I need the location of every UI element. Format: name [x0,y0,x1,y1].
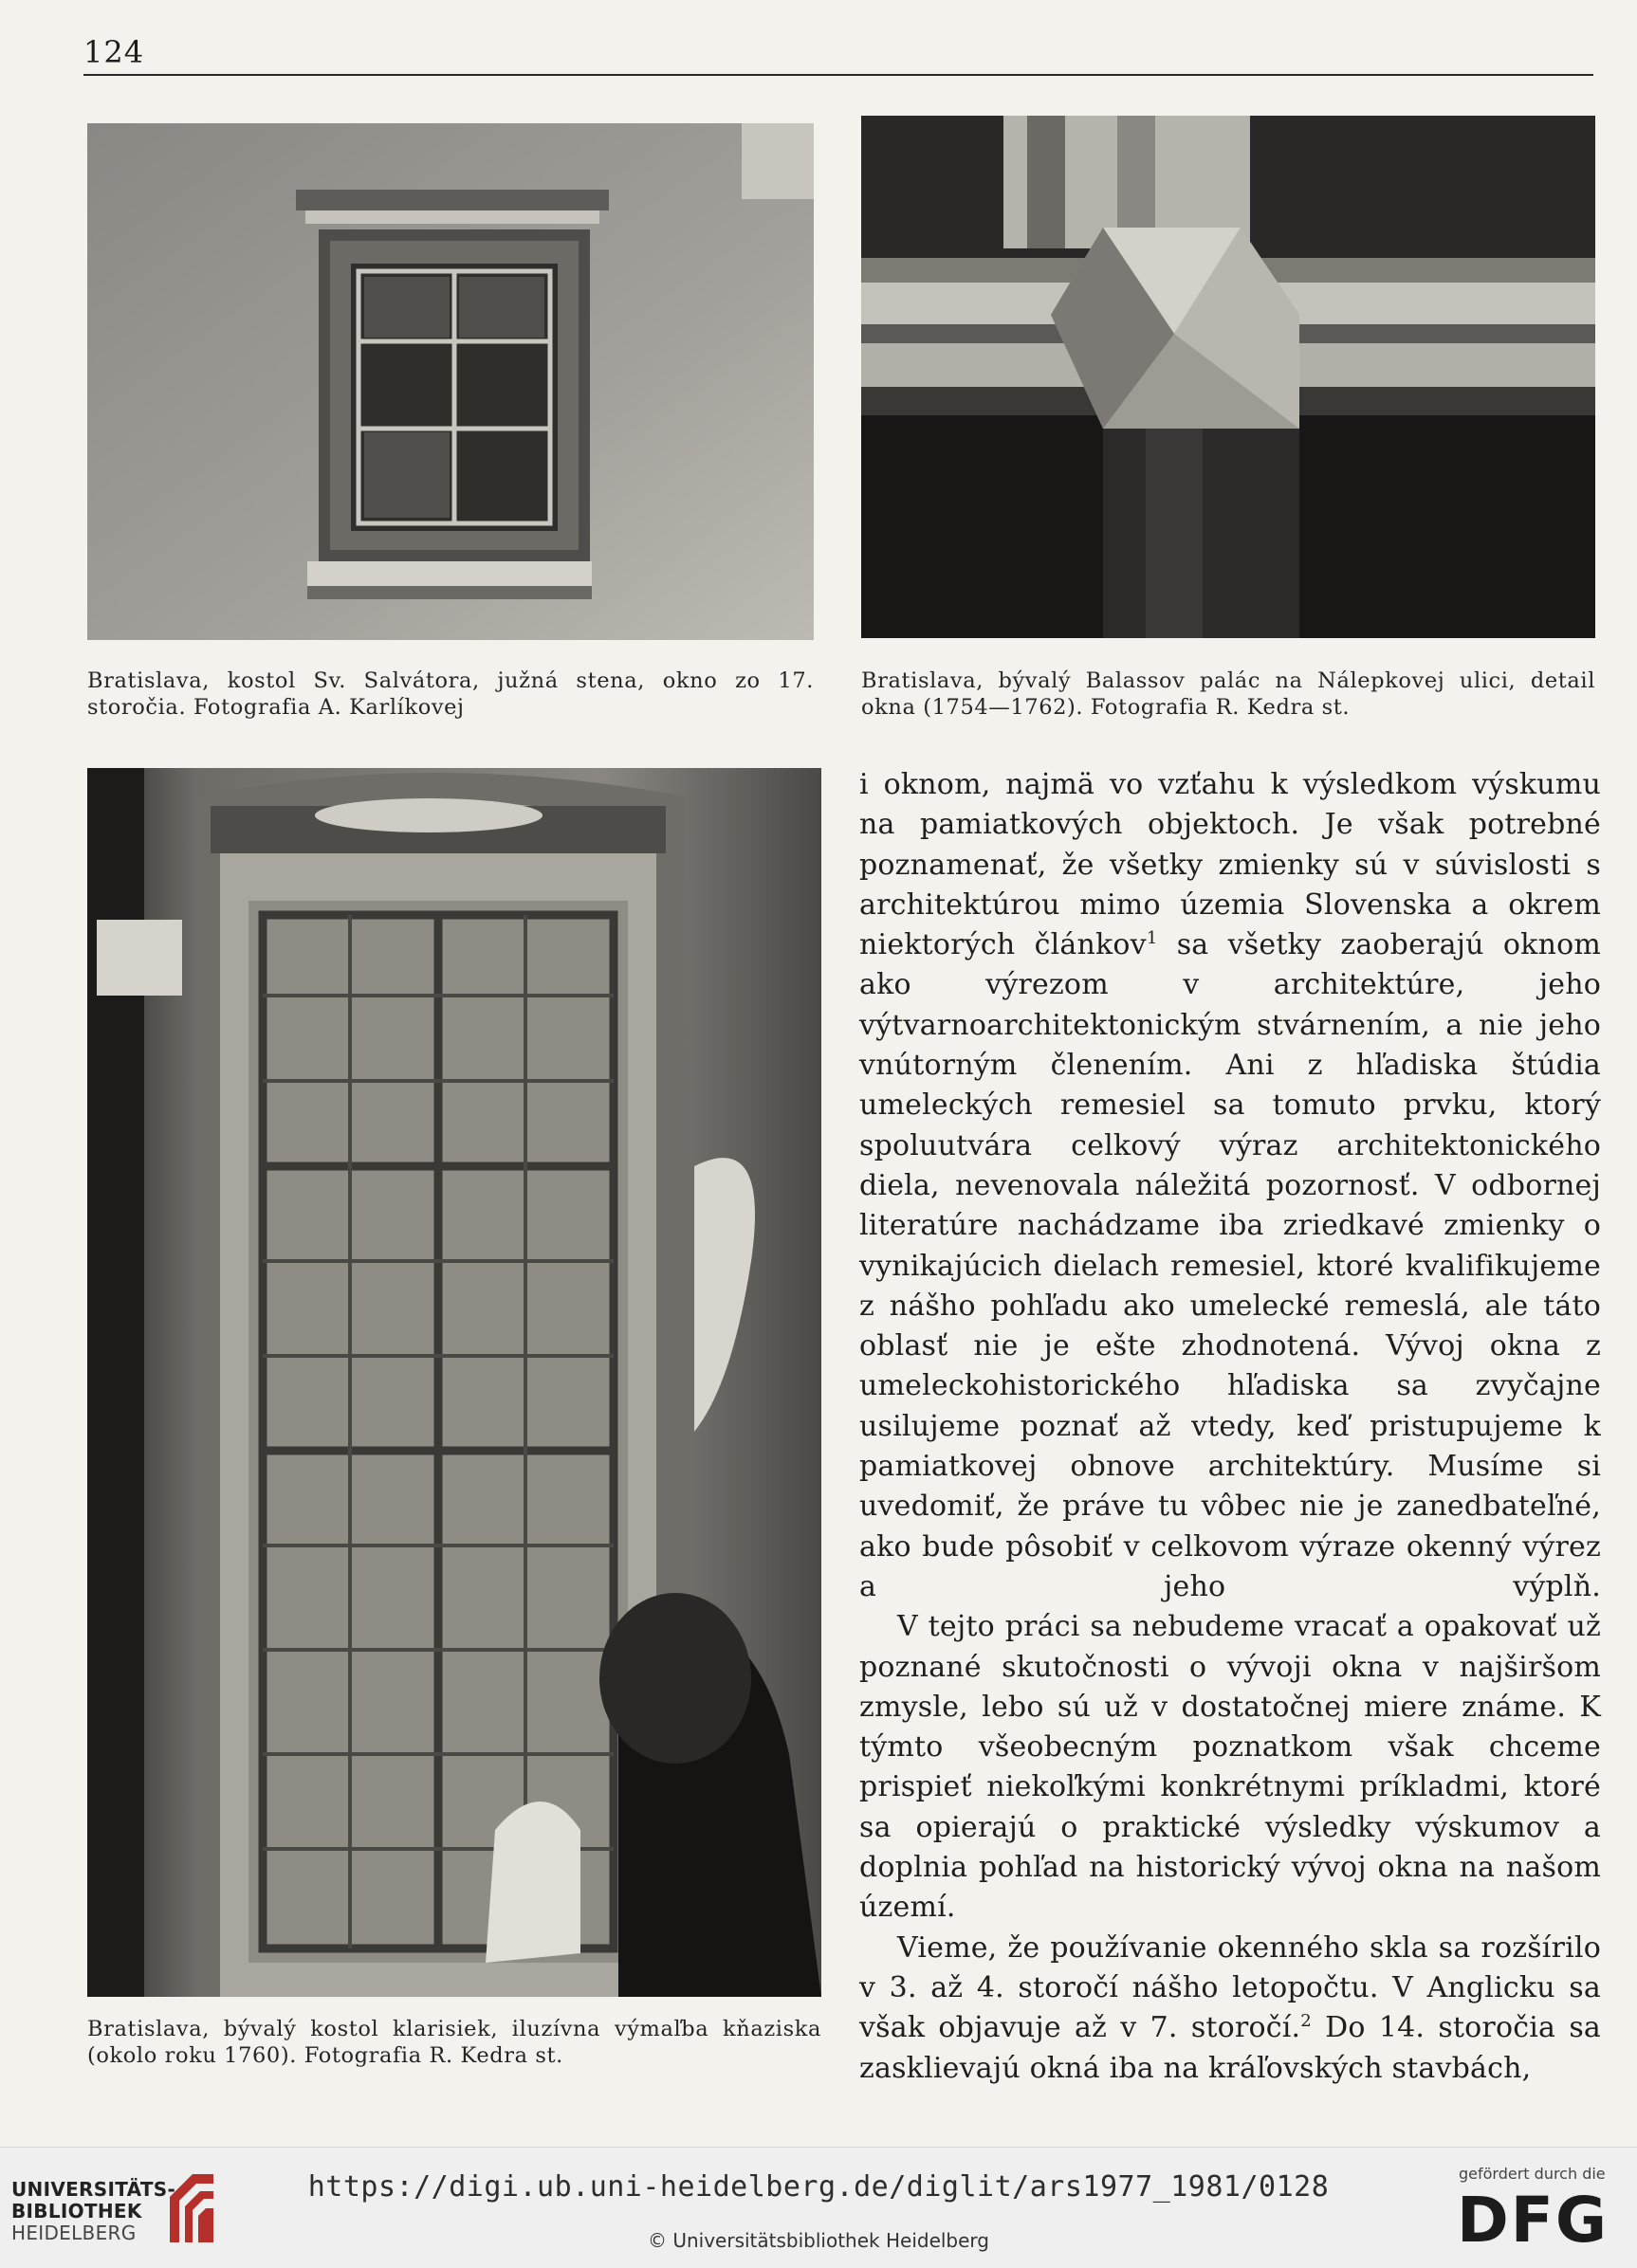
paragraph-3: Vieme, že používanie okenného skla sa rozšírilo v 3. až 4. storočí nášho letopočtu. V Anglicku sa však objavuje až v 7. storočí.$^2$ Do 14. storočia sa zasklievajú okná iba na kráľovských stavbách, [859,1930,1601,2085]
funder-caption: gefördert durch die [1459,2165,1606,2183]
copyright: © Universitätsbibliothek Heidelberg [647,2229,989,2252]
photo-church-window [87,123,814,640]
paragraph-1: i oknom, najmä vo vzťahu k výsledkom výskumu na pamiatkových objektoch. Je však potrebné poznamenať, že všetky zmienky sú v súvislosti s architektúrou mimo územia Slovenska a okrem niektorých článkov$^1$ sa všetky zaoberajú oknom ako výrezom v architektúre, jeho výtvarnoarchitektonickým stvárnením, a nie jeho vnútorným členením. Ani z hľadiska štúdia umeleckých remesiel sa tomuto prvku, ktorý spoluutvára celkový výraz architektonického diela, nevenovala náležitá pozornosť. V odbornej literatúre nachádzame iba zriedkavé zmienky o vynikajúcich dielach remesiel, ktoré kvalifikujeme z nášho pohľadu ako umelecké remeslá, ale táto oblasť nie je ešte zhodnotená. Vývoj okna z umeleckohistorického hľadiska sa zvyčajne usilujeme poznať až vtedy, keď pristupujeme k pamiatkovej obnove architektúry. Musíme si uvedomiť, že práve tu vôbec nie je zanedbateľné, ako bude pôsobiť v celkovom výraze okenný výrez a jeho výplň. [859,768,1601,1603]
caption-photo-2: Bratislava, bývalý Balassov palác na Nálepkovej ulici, detail okna (1754—1762). Fotografia R. Kedra st. [861,668,1595,720]
footer-bar [0,2147,1637,2268]
page-number: 124 [83,34,145,70]
header-rule [83,74,1593,76]
footnote-ref-2[interactable]: 2 [1300,2011,1312,2032]
caption-photo-3: Bratislava, bývalý kostol klarisiek, iluzívna výmaľba kňaziska (okolo roku 1760). Fotografia R. Kedra st. [87,2017,821,2068]
caption-photo-1: Bratislava, kostol Sv. Salvátora, južná stena, okno zo 17. storočia. Fotografia A. Karlíkovej [87,668,814,720]
library-name[interactable]: UNIVERSITÄTS- BIBLIOTHEK HEIDELBERG [11,2178,176,2244]
page-url[interactable]: https://digi.ub.uni-heidelberg.de/diglit/ars1977_1981/0128 [307,2170,1330,2204]
dfg-logo[interactable]: DFG [1457,2184,1609,2257]
footnote-ref-1[interactable]: 1 [1146,928,1158,949]
paragraph-2: V tejto práci sa nebudeme vracať a opakovať už poznané skutočnosti o vývoji okna v najširšom zmysle, lebo sú už v dostatočnej miere známe. K týmto všeobecným poznatkom však chceme prispieť niekoľkými konkrétnymi príkladmi, ktoré sa opierajú o praktické výsledky výskumov a doplnia pohľad na historický vývoj okna na našom území. [859,1610,1601,1925]
photo-palace-window-detail [861,116,1595,638]
photo-painted-window [87,768,821,1997]
body-text [859,765,1601,2089]
